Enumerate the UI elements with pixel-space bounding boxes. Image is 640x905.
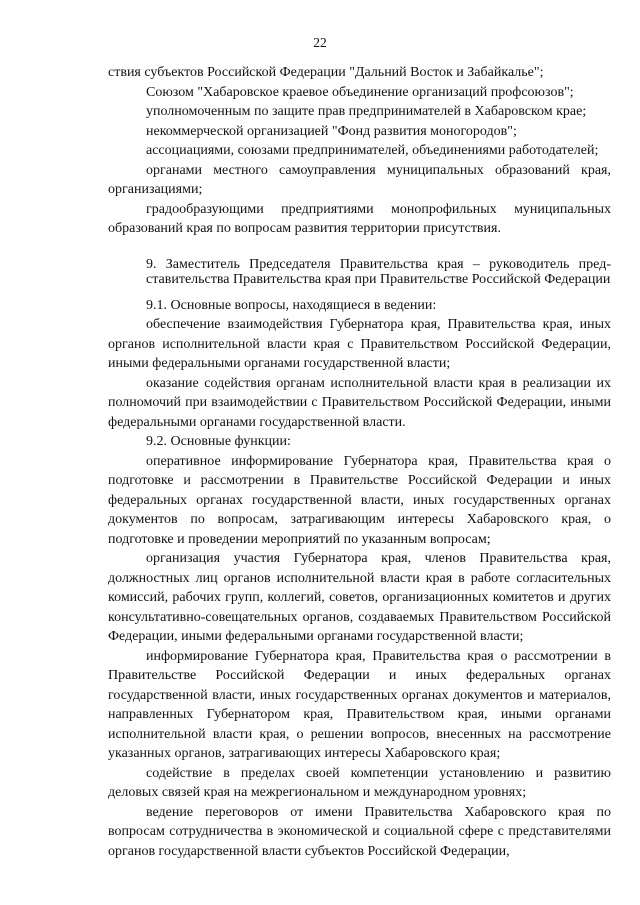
subsection-title: 9.1. Основные вопросы, находящиеся в ведении: xyxy=(146,297,437,313)
paragraph-trade-union: Союзом "Хабаровское краевое объединение организаций профсоюзов"; xyxy=(146,84,574,100)
subsection-title: 9.2. Основные функции: xyxy=(146,434,291,449)
list-item: содействие в пределах своей компетенции установлению и развитию деловых связей края на межрегиональном и международном уровнях; xyxy=(108,765,611,800)
section-heading: 9. Заместитель Председателя Правительства края – руководитель представительства Правительства края при Правительстве Российской Федерации xyxy=(146,256,611,287)
list-item: оперативное информирование Губернатора края, Правительства края о подготовке и рассмотрении в Правительстве Российской Федерации и иных федеральных органах государственной власти, иных государственных органах документов по вопросам, затрагивающим интересы Хабаровского края, о подготовке и проведении мероприятий по указанным вопросам; xyxy=(108,453,611,547)
list-item: ведение переговоров от имени Правительства Хабаровского края по вопросам сотрудничества в экономической и социальной сфере с представителями органов государственной власти субъектов Российской Федерации, xyxy=(108,804,611,859)
paragraph-ombudsman: уполномоченным по защите прав предпринимателей в Хабаровском крае; xyxy=(146,104,587,119)
paragraph-continuation: ствия субъектов Российской Федерации "Дальний Восток и Забайкалье"; xyxy=(108,65,544,80)
paragraph-town-forming-enterprises: градообразующими предприятиями монопрофильных муниципальных образований края по вопросам развития территории присутствия. xyxy=(108,201,611,236)
list-item: оказание содействия органам исполнительной власти края в реализации их полномочий при взаимодействии с Правительством Российской Федерации, иными федеральными органами государственной власти. xyxy=(108,375,611,430)
page-number: 22 xyxy=(313,35,327,50)
document-body xyxy=(108,63,611,861)
paragraph-associations: ассоциациями, союзами предпринимателей, объединениями работодателей; xyxy=(146,143,599,158)
list-item: обеспечение взаимодействия Губернатора края, Правительства края, иных органов исполнительной власти края с Правительством Российской Федерации, иными федеральными органами государственной власти; xyxy=(108,317,611,371)
list-item: организация участия Губернатора края, членов Правительства края, должностных лиц органов исполнительной власти края в работе согласительных комиссий, рабочих групп, коллегий, советов, организационных комитетов и других консультативно-совещательных органов, создаваемых Правительством Российской Федерации, иными федеральными органами государственной власти; xyxy=(108,551,611,644)
paragraph-monotown-fund: некоммерческой организацией "Фонд развития моногородов"; xyxy=(146,123,517,139)
list-item: информирование Губернатора края, Правительства края о рассмотрении в Правительстве Российской Федерации и иных федеральных органах государственной власти, иных государственных органах документов и материалов, направленных Губернатором края, Правительством края, иными органами исполнительной власти края, о решении вопросов, внесенных на рассмотрение указанных органов, затрагивающих интересы Хабаровского края; xyxy=(108,648,611,761)
paragraph-local-government: органами местного самоуправления муниципальных образований края, организациями; xyxy=(108,162,611,197)
